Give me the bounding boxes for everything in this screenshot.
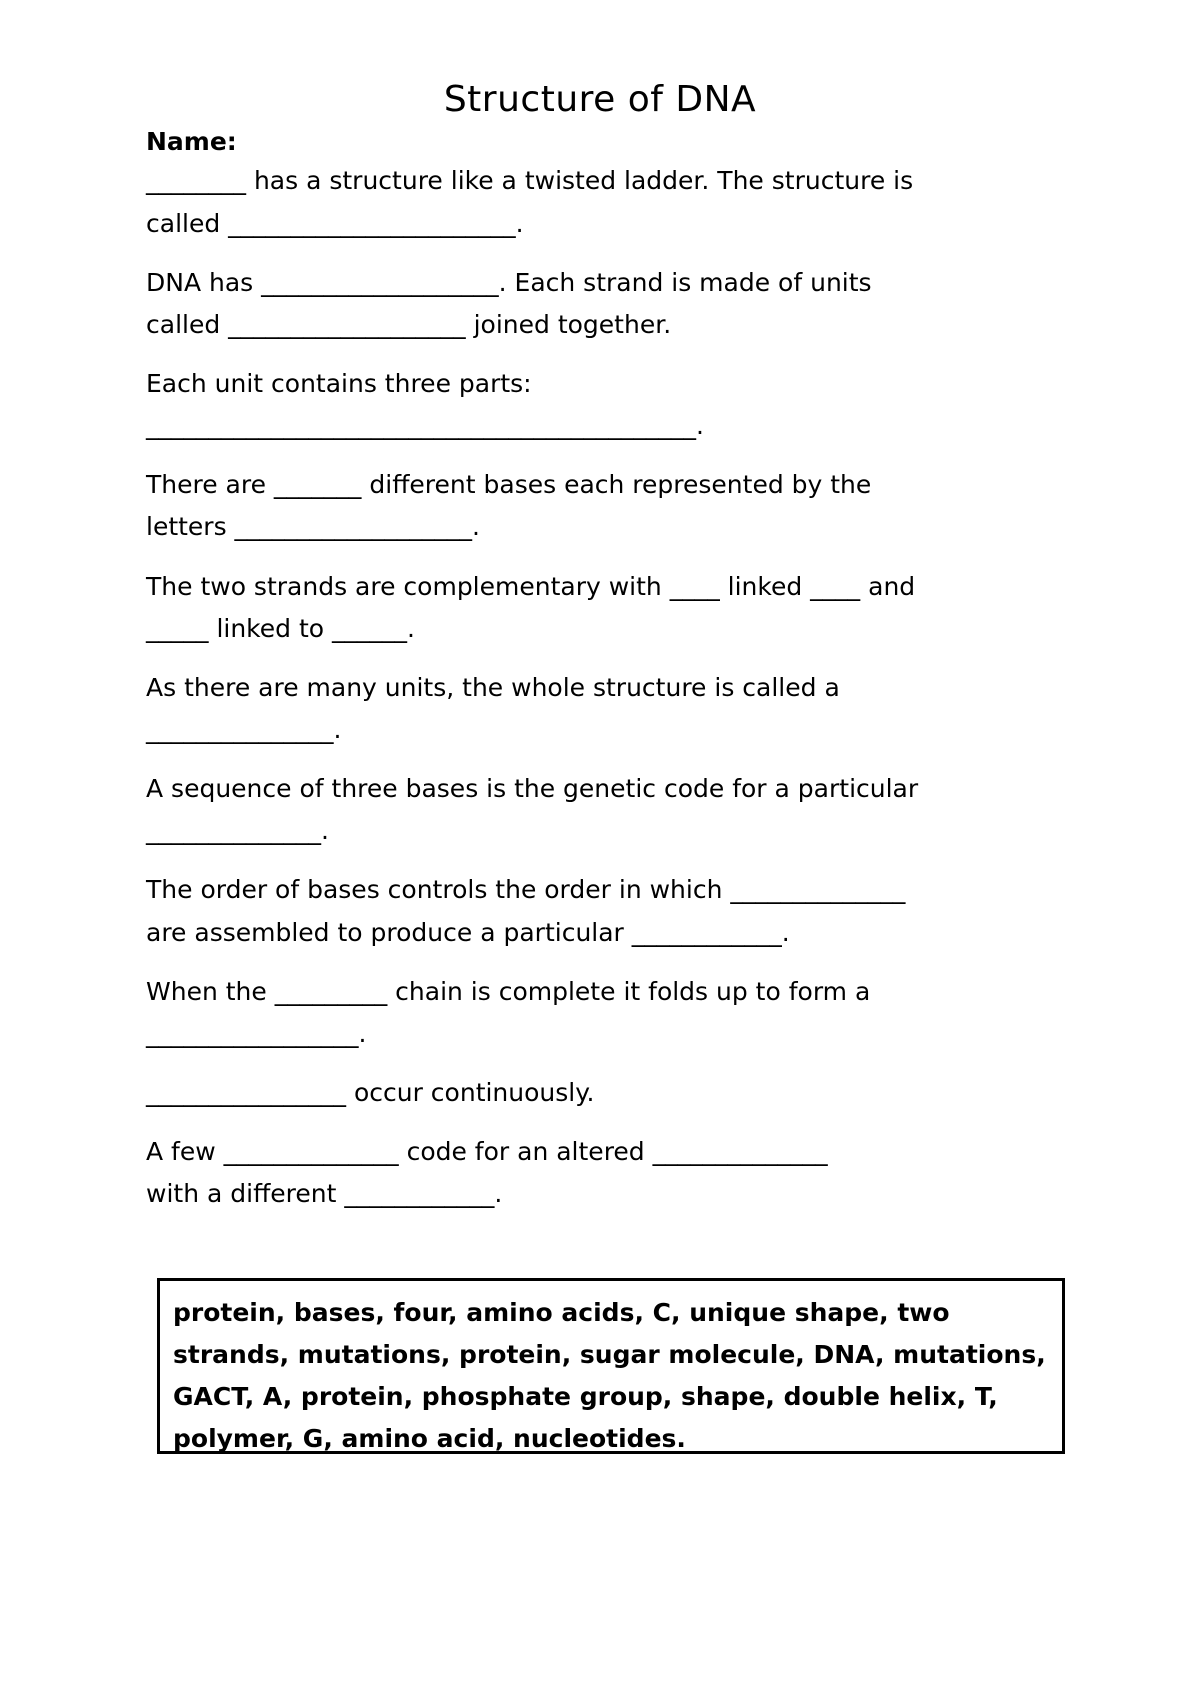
worksheet-line: Each unit contains three parts: — [146, 369, 532, 398]
word-bank-line: polymer, G, amino acid, nucleotides. — [173, 1424, 686, 1453]
name-label: Name: — [146, 127, 237, 156]
word-bank-box — [157, 1278, 1065, 1454]
worksheet-line: are assembled to produce a particular ____________. — [146, 918, 790, 947]
word-bank-line: GACT, A, protein, phosphate group, shape, double helix, T, — [173, 1382, 998, 1411]
page-title: Structure of DNA — [443, 79, 757, 120]
worksheet-line: _______________. — [146, 715, 342, 744]
worksheet-line: letters ___________________. — [146, 512, 481, 541]
word-bank-line: strands, mutations, protein, sugar molecule, DNA, mutations, — [173, 1340, 1046, 1369]
worksheet-line: with a different ____________. — [146, 1179, 503, 1208]
worksheet-line: _________________. — [146, 1019, 367, 1048]
worksheet-line: DNA has ___________________. Each strand is made of units — [146, 268, 872, 297]
worksheet-line: ______________. — [146, 816, 329, 845]
worksheet-line: The two strands are complementary with ____ linked ____ and — [146, 572, 916, 601]
worksheet-line: _____ linked to ______. — [146, 614, 415, 643]
worksheet-line: The order of bases controls the order in which ______________ — [146, 875, 906, 904]
worksheet-line: called _______________________. — [146, 209, 524, 238]
worksheet-line: ________________ occur continuously. — [146, 1078, 595, 1107]
worksheet-line: A few ______________ code for an altered ______________ — [146, 1137, 828, 1166]
word-bank-line: protein, bases, four, amino acids, C, unique shape, two — [173, 1298, 950, 1327]
worksheet-line: As there are many units, the whole structure is called a — [146, 673, 840, 702]
worksheet-line: When the _________ chain is complete it folds up to form a — [146, 977, 871, 1006]
worksheet-line: called ___________________ joined together. — [146, 310, 672, 339]
worksheet-line: There are _______ different bases each represented by the — [146, 470, 872, 499]
worksheet-line: ____________________________________________. — [146, 411, 704, 440]
worksheet-line: ________ has a structure like a twisted ladder. The structure is — [146, 166, 914, 195]
worksheet-line: A sequence of three bases is the genetic code for a particular — [146, 774, 919, 803]
